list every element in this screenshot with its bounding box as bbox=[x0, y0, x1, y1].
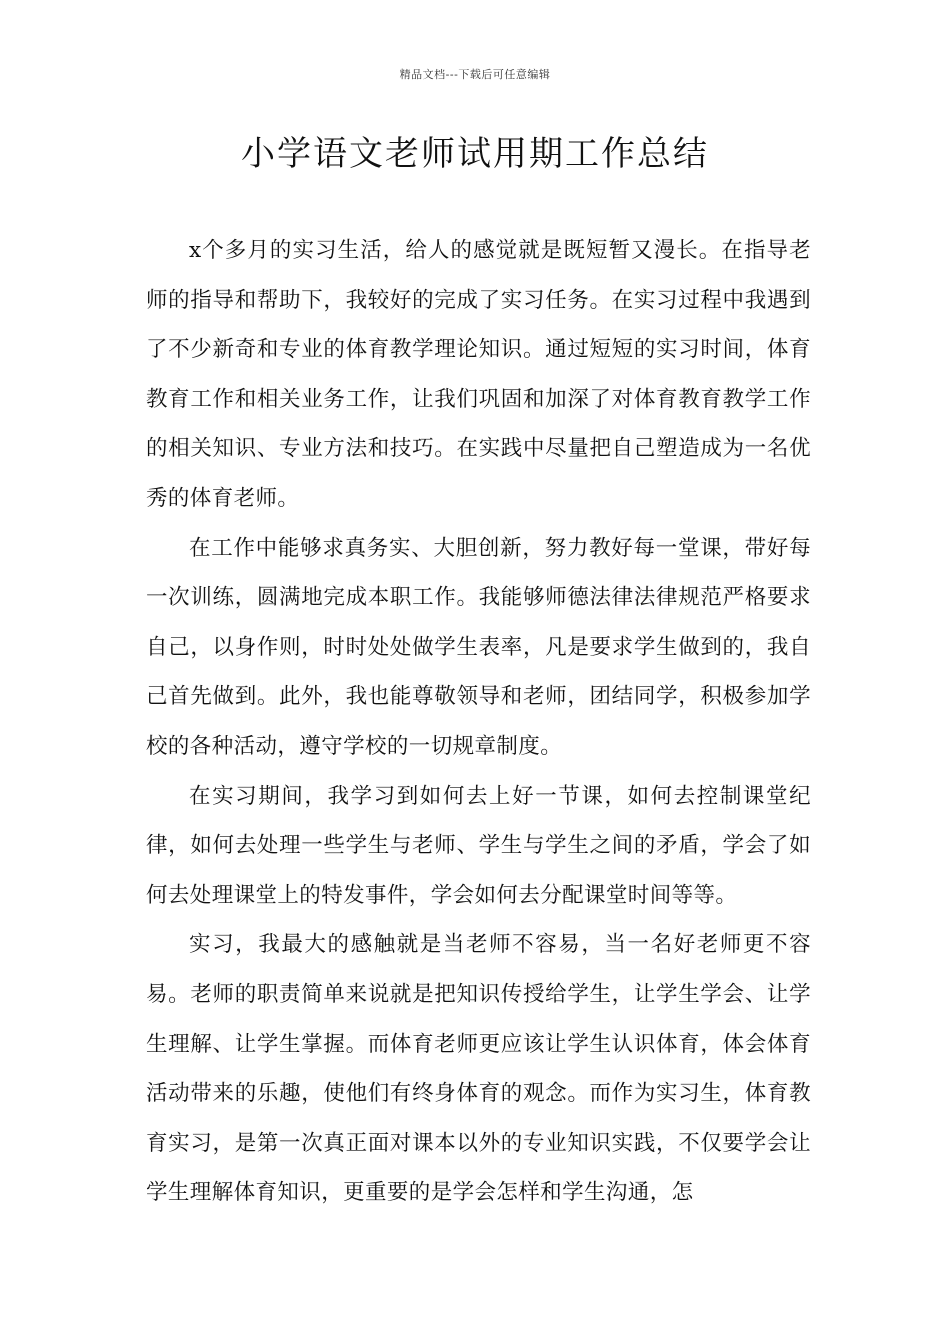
page-header: 精品文档---下载后可任意编辑 bbox=[399, 68, 551, 81]
paragraph-1: x个多月的实习生活，给人的感觉就是既短暂又漫长。在指导老师的指导和帮助下，我较好的完成了实习任务。在实习过程中我遇到了不少新奇和专业的体育教学理论知识。通过短短的实习时间，体育教育工作和相关业务工作，让我们巩固和加深了对体育教育教学工作的相关知识、专业方法和技巧。在实践中尽量把自己塑造成为一名优秀的体育老师。 bbox=[146, 238, 811, 511]
paragraph-3: 在实习期间，我学习到如何去上好一节课，如何去控制课堂纪律，如何去处理一些学生与老师、学生与学生之间的矛盾，学会了如何去处理课堂上的特发事件，学会如何去分配课堂时间等等。 bbox=[146, 783, 811, 908]
paragraph-4: 实习，我最大的感触就是当老师不容易，当一名好老师更不容易。老师的职责简单来说就是把知识传授给学生，让学生学会、让学生理解、让学生掌握。而体育老师更应该让学生认识体育，体会体育活动带来的乐趣，使他们有终身体育的观念。而作为实习生，体育教育实习，是第一次真正面对课本以外的专业知识实践，不仅要学会让学生理解体育知识，更重要的是学会怎样和学生沟通，怎 bbox=[146, 932, 811, 1206]
document-title: 小学语文老师试用期工作总结 bbox=[241, 134, 709, 174]
document-body bbox=[146, 226, 811, 1218]
paragraph-2: 在工作中能够求真务实、大胆创新，努力教好每一堂课，带好每一次训练，圆满地完成本职工作。我能够师德法律法律规范严格要求自己，以身作则，时时处处做学生表率，凡是要求学生做到的，我自己首先做到。此外，我也能尊敬领导和老师，团结同学，积极参加学校的各种活动，遵守学校的一切规章制度。 bbox=[146, 535, 811, 759]
